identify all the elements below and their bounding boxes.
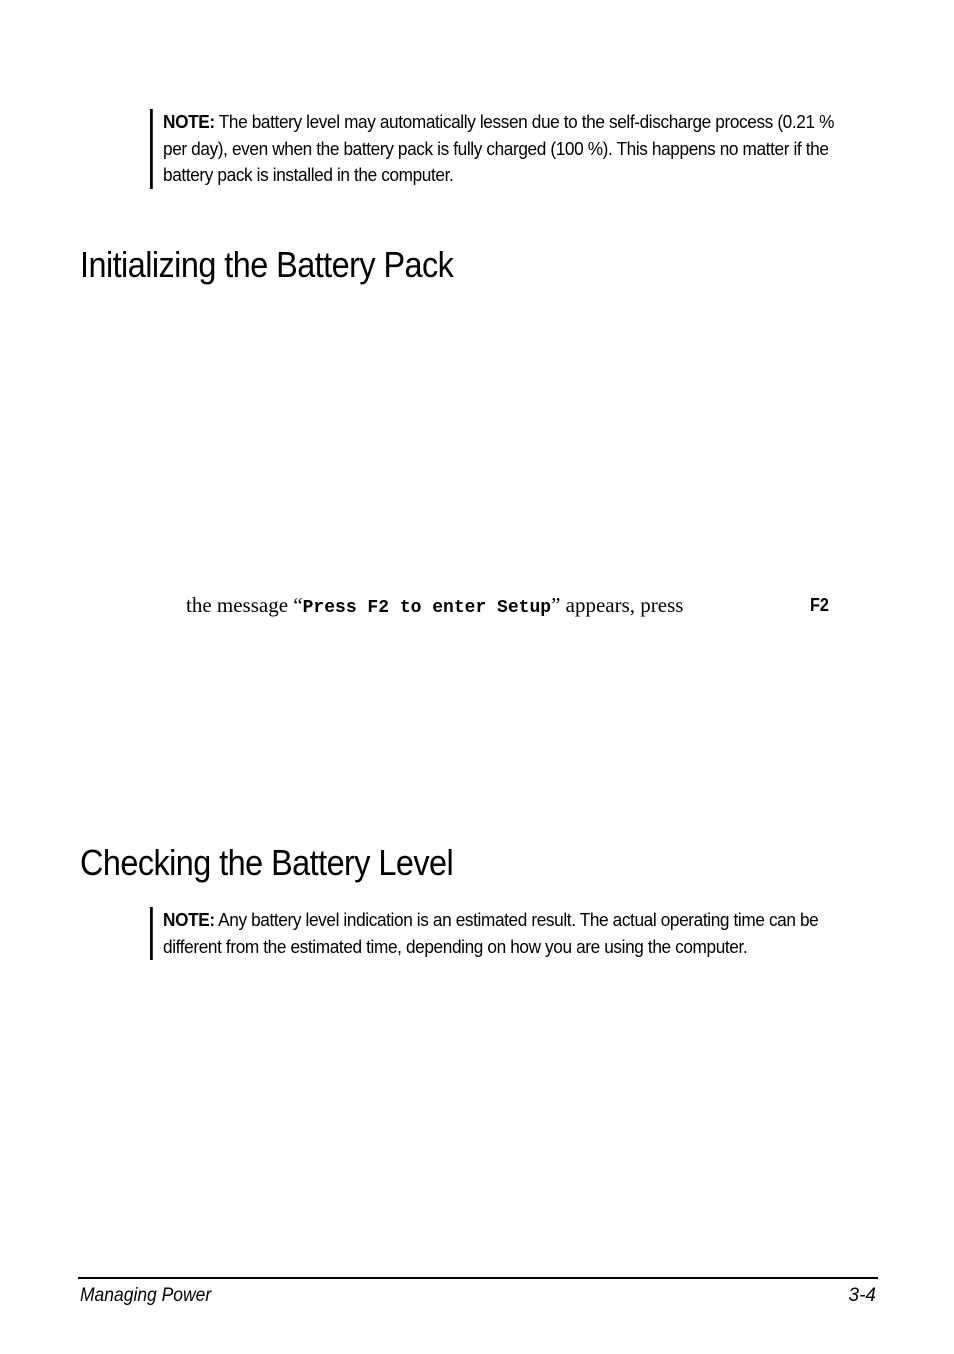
- footer-page-number: 3-4: [848, 1285, 876, 1306]
- footer-chapter-title: Managing Power: [80, 1285, 212, 1306]
- instruction-text-after: ” appears, press: [551, 593, 684, 617]
- note-text: Any battery level indication is an estimated result. The actual operating time can be different from the estimated time, depending on how you are using the computer.: [163, 909, 819, 957]
- f2-key: F2: [810, 595, 829, 615]
- footer-divider: [78, 1277, 878, 1279]
- section-heading-checking: Checking the Battery Level: [80, 842, 454, 883]
- note-label: NOTE:: [163, 909, 215, 930]
- setup-prompt-code: Press F2 to enter Setup: [302, 598, 552, 618]
- setup-instruction: [186, 590, 846, 620]
- note-text: The battery level may automatically lessen due to the self-discharge process (0.21 % per day), even when the battery pack is fully charged (100 %). This happens no matter if the battery pack is installed in the computer.: [163, 111, 835, 185]
- note-estimated-level: [150, 907, 840, 960]
- instruction-text-before: the message “: [186, 593, 303, 617]
- note-label: NOTE:: [163, 111, 215, 132]
- section-heading-initializing: Initializing the Battery Pack: [80, 244, 454, 285]
- note-self-discharge: [150, 109, 840, 189]
